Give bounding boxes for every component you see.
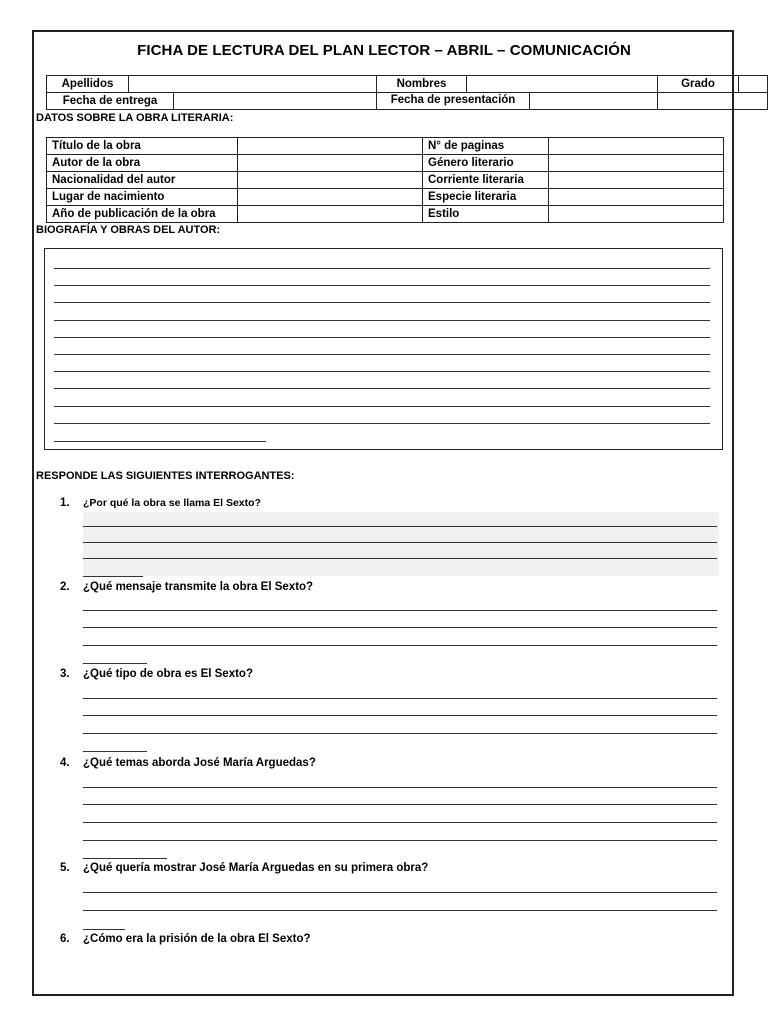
answer-writing-line	[83, 610, 717, 611]
page-title: FICHA DE LECTURA DEL PLAN LECTOR – ABRIL – COMUNICACIÓN	[137, 42, 631, 59]
nacionalidad-label: Nacionalidad del autor	[47, 172, 238, 189]
answer-writing-line	[83, 558, 717, 559]
question-text: ¿Qué quería mostrar José María Arguedas en su primera obra?	[83, 862, 429, 874]
question-text: ¿Qué tipo de obra es El Sexto?	[83, 668, 253, 680]
answer-writing-line	[83, 526, 717, 527]
question-number: 4.	[60, 757, 70, 769]
bio-writing-line	[54, 371, 710, 372]
paginas-label: N° de paginas	[423, 138, 549, 155]
bio-writing-line	[54, 441, 266, 442]
bio-writing-line	[54, 268, 710, 269]
question-text: ¿Qué temas aborda José María Arguedas?	[83, 757, 316, 769]
work-data-table	[46, 137, 724, 223]
estilo-field[interactable]	[549, 206, 724, 223]
question-text: ¿Qué mensaje transmite la obra El Sexto?	[83, 581, 314, 593]
bio-writing-line	[54, 302, 710, 303]
titulo-field[interactable]	[238, 138, 423, 155]
especie-label: Especie literaria	[423, 189, 549, 206]
question-number: 5.	[60, 862, 70, 874]
questions-heading: RESPONDE LAS SIGUIENTES INTERROGANTES:	[36, 470, 295, 482]
student-info-table	[46, 75, 768, 110]
fecha-presentacion-label: Fecha de presentación	[377, 93, 530, 109]
answer-writing-line	[83, 576, 143, 577]
genero-label: Género literario	[423, 155, 549, 172]
estilo-label: Estilo	[423, 206, 549, 223]
genero-field[interactable]	[549, 155, 724, 172]
answer-writing-line	[83, 804, 717, 805]
question-number: 1.	[60, 497, 70, 509]
answer-writing-line	[83, 787, 717, 788]
answer-writing-line	[83, 733, 717, 734]
bio-heading: BIOGRAFÍA Y OBRAS DEL AUTOR:	[36, 224, 221, 236]
bio-writing-line	[54, 354, 710, 355]
answer-writing-line	[83, 822, 717, 823]
answer-writing-line	[83, 645, 717, 646]
answer-writing-line	[83, 627, 717, 628]
bio-writing-line	[54, 423, 710, 424]
question-number: 6.	[60, 933, 70, 945]
question-text: ¿Por qué la obra se llama El Sexto?	[83, 497, 261, 509]
fecha-presentacion-field[interactable]	[530, 93, 657, 109]
anio-field[interactable]	[238, 206, 423, 223]
nacionalidad-field[interactable]	[238, 172, 423, 189]
datos-heading: DATOS SOBRE LA OBRA LITERARIA:	[36, 112, 234, 124]
fecha-entrega-field[interactable]	[174, 93, 377, 110]
answer-writing-line	[83, 858, 167, 859]
bio-writing-line	[54, 406, 710, 407]
especie-field[interactable]	[549, 189, 724, 206]
bio-box[interactable]	[44, 248, 723, 450]
answer-writing-line	[83, 663, 147, 664]
fecha-entrega-label: Fecha de entrega	[47, 93, 174, 110]
autor-label: Autor de la obra	[47, 155, 238, 172]
corriente-field[interactable]	[549, 172, 724, 189]
question-text: ¿Cómo era la prisión de la obra El Sexto?	[83, 933, 311, 945]
nombres-field[interactable]	[467, 76, 658, 93]
answer-writing-line	[83, 751, 147, 752]
answer-writing-line	[83, 698, 717, 699]
question-number: 2.	[60, 581, 70, 593]
nombres-label: Nombres	[377, 76, 467, 93]
apellidos-field[interactable]	[129, 76, 377, 93]
answer-writing-line	[83, 840, 717, 841]
titulo-label: Título de la obra	[47, 138, 238, 155]
apellidos-label: Apellidos	[47, 76, 129, 93]
bio-writing-line	[54, 320, 710, 321]
lugar-label: Lugar de nacimiento	[47, 189, 238, 206]
paginas-field[interactable]	[549, 138, 724, 155]
grado-field[interactable]	[739, 76, 768, 93]
bio-writing-line	[54, 285, 710, 286]
grado-label: Grado	[658, 76, 739, 93]
answer-writing-line	[83, 892, 717, 893]
corriente-label: Corriente literaria	[423, 172, 549, 189]
bio-writing-line	[54, 337, 710, 338]
answer-writing-line	[83, 715, 717, 716]
question-number: 3.	[60, 668, 70, 680]
answer-shading	[83, 512, 719, 576]
lugar-field[interactable]	[238, 189, 423, 206]
autor-field[interactable]	[238, 155, 423, 172]
bio-writing-line	[54, 388, 710, 389]
answer-writing-line	[83, 542, 717, 543]
answer-writing-line	[83, 910, 717, 911]
answer-writing-line	[83, 929, 125, 930]
anio-label: Año de publicación de la obra	[47, 206, 238, 223]
